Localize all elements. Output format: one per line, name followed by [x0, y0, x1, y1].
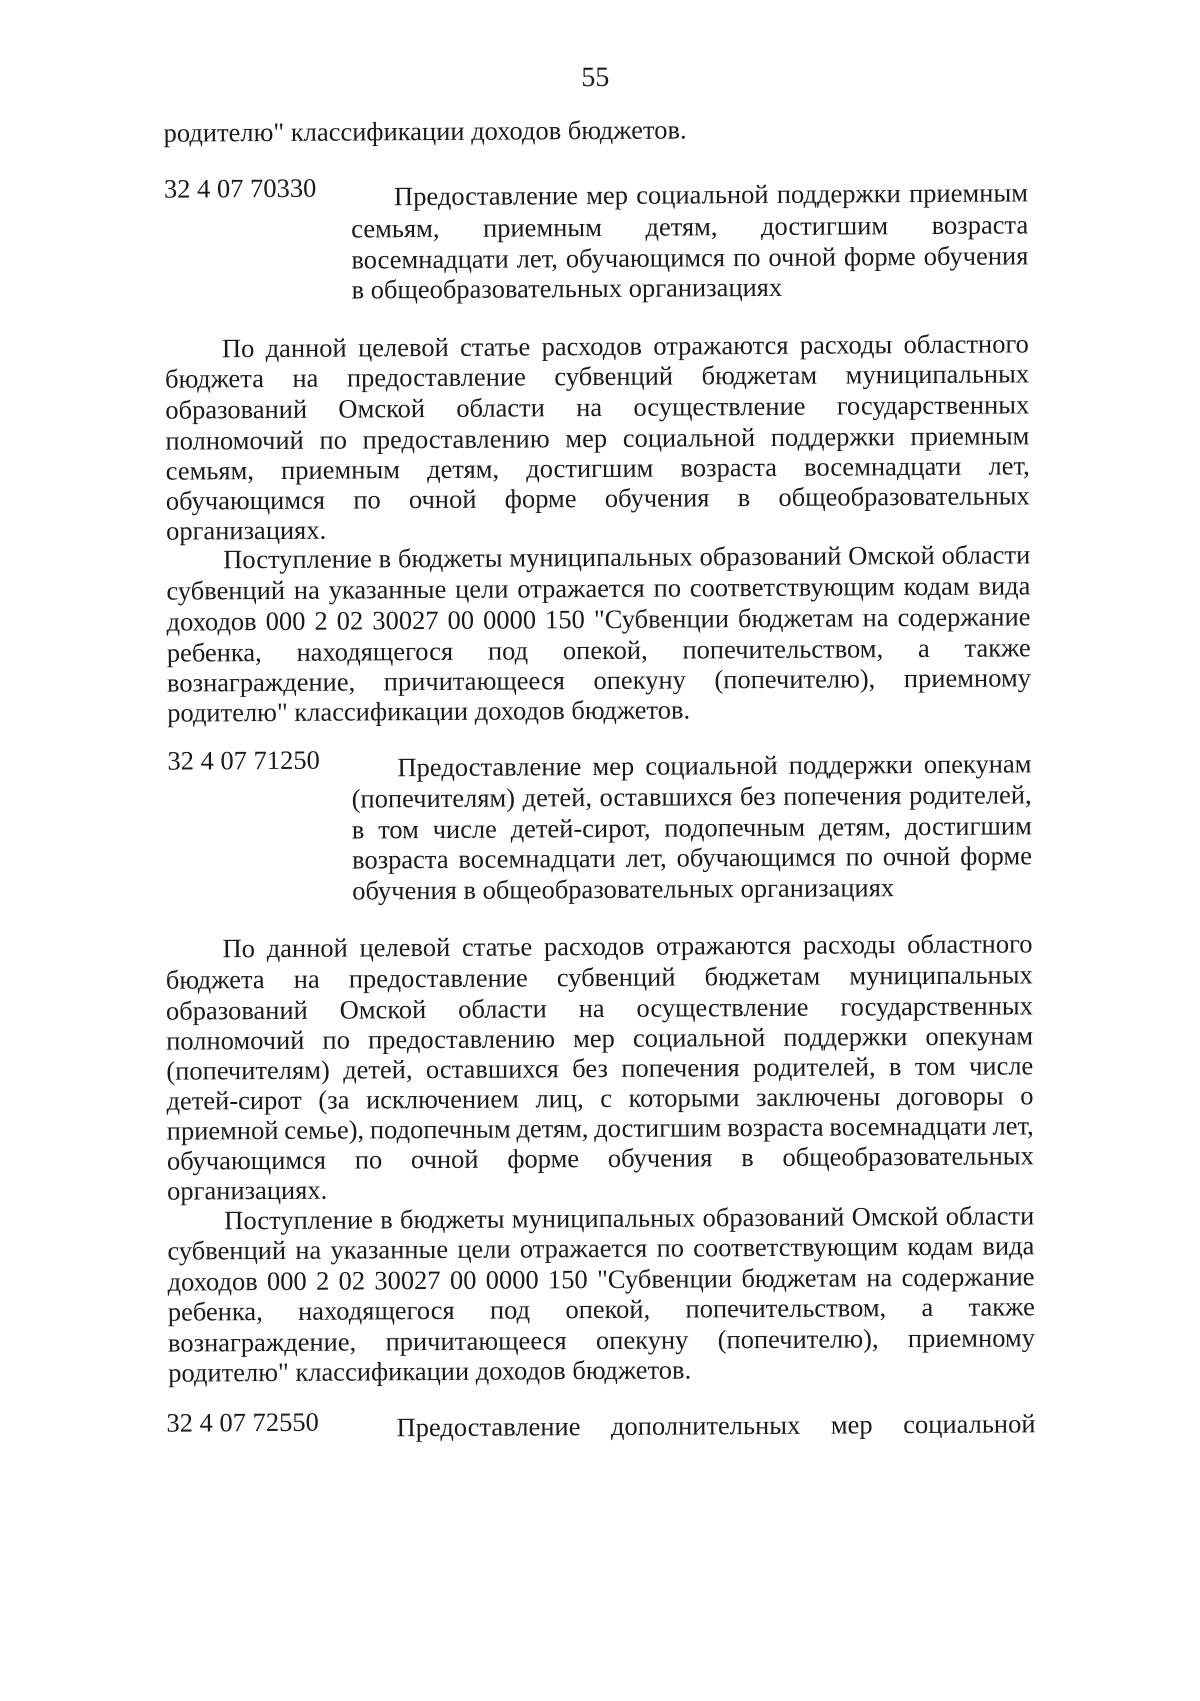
paragraph-line: родителю" классификации доходов бюджетов.: [168, 1354, 692, 1388]
word: на: [862, 602, 889, 633]
word: в: [737, 482, 751, 513]
word: (попечителю),: [717, 1323, 879, 1355]
word: отражается: [519, 1232, 648, 1264]
word: общеобразовательных: [782, 1140, 1034, 1172]
word: государственных: [840, 990, 1034, 1022]
word: том: [378, 814, 419, 845]
word: 30027: [372, 604, 439, 636]
entry-code: 32 4 07 71250: [167, 744, 320, 776]
word: Омской: [339, 994, 427, 1025]
entry-code: 32 4 07 70330: [163, 172, 317, 204]
word: семьям,: [165, 455, 255, 486]
word: бюджетам: [741, 1262, 858, 1294]
word: достигшим: [904, 810, 1032, 842]
word: доходов: [166, 606, 257, 637]
word: 0000: [482, 604, 537, 635]
word: муниципальных: [849, 959, 1033, 991]
entry-title-line: [396, 1407, 1035, 1443]
word: "Субвенции: [596, 1263, 733, 1295]
word: договоры: [896, 1080, 1004, 1112]
paragraph-line: [166, 479, 1030, 516]
word: социальной: [636, 178, 769, 210]
word: полномочий: [165, 424, 304, 456]
page-number: 55: [581, 61, 610, 94]
word: социальной: [632, 1021, 766, 1053]
word: социальной: [622, 422, 756, 453]
word: на: [292, 362, 319, 393]
word: возраста: [680, 451, 778, 483]
word: поддержки: [776, 178, 901, 209]
word: в: [380, 1204, 393, 1235]
entry-title-line: [394, 176, 1028, 212]
word: образований: [165, 994, 308, 1026]
word: приемным: [910, 420, 1030, 452]
word: целевой: [359, 931, 451, 963]
word: попечительством,: [682, 633, 884, 665]
word: причитающееся: [383, 665, 565, 697]
entry-title-line: обучения в общеобразовательных организациях: [352, 872, 895, 906]
word: очной: [768, 241, 837, 272]
word: (за: [318, 1084, 350, 1115]
word: образований: [165, 393, 308, 425]
word: оставшихся: [599, 781, 733, 813]
word: лет,: [992, 1110, 1034, 1141]
word: попечительством,: [685, 1292, 887, 1324]
entry-title-line: [352, 839, 1032, 875]
word: мер: [586, 179, 629, 211]
word: приемным: [482, 211, 603, 243]
word: детям,: [818, 811, 891, 842]
word: 150: [547, 1264, 588, 1295]
word: с: [600, 1082, 613, 1114]
word: детей-сирот: [166, 1084, 302, 1116]
word: по: [656, 1232, 685, 1263]
word: муниципальных: [845, 358, 1030, 390]
word: по: [845, 841, 874, 872]
word: на: [578, 992, 605, 1024]
word: Поступление: [223, 543, 372, 575]
word: причитающееся: [385, 1325, 567, 1357]
word: также: [968, 1291, 1035, 1322]
word: а: [921, 1291, 934, 1323]
word: по: [353, 484, 381, 515]
word: образований: [702, 1201, 845, 1233]
word: очной: [882, 840, 951, 872]
word: кодам: [903, 570, 970, 602]
word: достигшим: [526, 452, 654, 484]
word: том: [914, 1050, 956, 1082]
word: попечения: [783, 780, 902, 811]
word: семьям,: [351, 212, 440, 244]
word: очной: [408, 483, 477, 515]
word: лет,: [988, 450, 1030, 481]
word: Поступление: [224, 1204, 373, 1236]
word: указанные: [328, 573, 447, 605]
word: обучения: [604, 482, 710, 513]
word: в: [888, 1051, 902, 1082]
word: кодам: [907, 1230, 974, 1262]
word: 0000: [485, 1264, 539, 1295]
word: обучения: [607, 1142, 713, 1173]
word: 00: [447, 604, 475, 635]
word: по: [322, 1024, 351, 1055]
word: приемному: [907, 1322, 1036, 1354]
word: указанные: [330, 1233, 449, 1265]
word: приемному: [903, 662, 1032, 694]
word: соответствующим: [689, 571, 895, 603]
word: под: [487, 635, 529, 666]
word: ребенка,: [167, 1296, 263, 1327]
word: подопечным: [664, 811, 806, 843]
word: цели: [455, 573, 509, 604]
continuation-text: родителю" классификации доходов бюджетов.: [163, 114, 687, 148]
word: области: [458, 993, 547, 1024]
word: форме: [960, 840, 1033, 871]
paragraph-line: родителю" классификации доходов бюджетов.: [167, 694, 691, 728]
paragraph-line: организациях.: [165, 514, 327, 546]
word: находящегося: [296, 635, 454, 667]
word: под: [489, 1294, 531, 1325]
word: на: [866, 1262, 893, 1293]
word: осуществление: [633, 390, 806, 422]
word: обучающимся: [676, 841, 836, 873]
word: доходов: [167, 1266, 258, 1297]
word: возраста: [351, 843, 449, 875]
word: восемнадцати: [351, 243, 509, 275]
word: данной: [265, 332, 347, 364]
word: опекунам: [925, 1020, 1034, 1052]
word: вознаграждение,: [166, 666, 356, 698]
word: без: [739, 780, 776, 812]
word: находящегося: [297, 1294, 455, 1326]
word: муниципальных: [511, 1202, 696, 1234]
word: Предоставление: [397, 751, 582, 783]
word: Предоставление: [396, 1411, 581, 1443]
word: числе: [968, 1050, 1034, 1081]
word: (попечителям): [166, 1054, 330, 1086]
word: детям,: [645, 211, 718, 242]
word: о: [1020, 1080, 1034, 1111]
word: вознаграждение,: [167, 1326, 357, 1358]
word: обучающимся: [166, 1144, 327, 1176]
word: опекуну: [595, 1324, 689, 1356]
word: опекой,: [562, 634, 648, 666]
word: общеобразовательных: [778, 480, 1030, 512]
word: в: [378, 543, 392, 574]
word: отражаются: [655, 929, 792, 961]
word: лет,: [625, 842, 667, 873]
word: содержание: [901, 1261, 1035, 1293]
word: предоставлению: [367, 1023, 556, 1055]
word: мер: [830, 1409, 873, 1440]
word: бюджетам: [701, 359, 818, 391]
word: обучающимся: [165, 484, 326, 516]
word: возраста: [727, 1111, 824, 1143]
entry-code: 32 4 07 72550: [166, 1406, 319, 1438]
word: расходы: [802, 929, 896, 960]
word: субвенций: [554, 360, 674, 392]
word: достигшим: [594, 1112, 722, 1144]
word: 02: [338, 1265, 366, 1296]
word: Омской: [848, 539, 935, 571]
word: субвенций: [166, 574, 286, 606]
word: родителей,: [752, 1051, 876, 1083]
word: области: [456, 392, 545, 423]
word: полномочий: [166, 1024, 305, 1056]
word: 2: [314, 605, 328, 636]
word: 2: [315, 1265, 330, 1296]
paragraph-line: [167, 1139, 1034, 1176]
word: предоставление: [348, 962, 528, 994]
word: мер: [572, 1022, 615, 1054]
word: достигшим: [760, 210, 889, 242]
word: на: [293, 963, 320, 994]
word: на: [293, 574, 320, 605]
word: осуществление: [636, 991, 809, 1023]
word: бюджета: [165, 964, 265, 995]
word: цели: [457, 1233, 511, 1264]
word: без: [572, 1052, 608, 1084]
entry-title-line: в общеобразовательных организациях: [351, 271, 783, 305]
word: социальной: [903, 1408, 1036, 1440]
word: лет,: [516, 243, 558, 274]
word: исключением: [365, 1083, 519, 1115]
word: восемнадцати: [803, 450, 962, 482]
word: расходы: [799, 329, 893, 360]
word: области: [945, 1200, 1035, 1231]
word: содержание: [897, 601, 1031, 633]
word: областного: [903, 328, 1029, 360]
word: обучающимся: [565, 242, 726, 274]
word: детей,: [343, 1054, 413, 1085]
word: Омской: [851, 1200, 939, 1232]
word: бюджета: [165, 363, 265, 394]
word: расходов: [543, 930, 645, 962]
word: бюджеты: [397, 542, 503, 574]
word: предоставление: [346, 361, 526, 393]
word: данной: [266, 932, 348, 964]
word: расходов: [541, 330, 643, 362]
word: семье),: [284, 1114, 365, 1145]
word: 02: [336, 605, 364, 636]
word: 000: [266, 1265, 307, 1297]
word: возраста: [931, 209, 1029, 240]
word: ребенка,: [166, 637, 262, 668]
word: поддержки: [788, 749, 913, 780]
word: детям,: [516, 1113, 589, 1144]
word: 30027: [374, 1264, 441, 1296]
word: образований: [699, 540, 842, 572]
word: по: [732, 242, 761, 273]
word: (попечителям): [351, 782, 516, 814]
word: (попечителю),: [714, 663, 876, 695]
word: которыми: [628, 1082, 740, 1113]
word: в: [741, 1142, 754, 1173]
word: опекой,: [565, 1293, 651, 1325]
entry-title-line: [397, 747, 1031, 783]
word: социальной: [645, 749, 778, 781]
word: по: [319, 424, 347, 455]
word: лиц,: [535, 1083, 584, 1114]
word: на: [295, 1234, 322, 1265]
word: заключены: [755, 1081, 881, 1113]
word: соответствующим: [693, 1231, 899, 1263]
word: попечения: [621, 1052, 740, 1083]
word: области: [941, 539, 1031, 570]
word: предоставлению: [362, 423, 550, 455]
word: 000: [265, 605, 306, 637]
word: поддержки: [770, 421, 895, 452]
word: восемнадцати: [458, 842, 616, 874]
word: приемным: [908, 177, 1029, 209]
word: Омской: [338, 393, 426, 424]
word: статье: [459, 331, 531, 362]
word: муниципальных: [509, 541, 693, 573]
word: отражаются: [653, 329, 789, 361]
word: по: [354, 1144, 383, 1175]
word: форме: [507, 1143, 580, 1174]
word: статье: [461, 931, 533, 962]
word: 150: [545, 604, 585, 635]
word: форме: [843, 241, 916, 272]
word: дополнительных: [610, 1409, 801, 1441]
word: опекунам: [923, 748, 1032, 780]
word: "Субвенции: [593, 603, 730, 635]
word: приемным: [280, 454, 401, 485]
word: оставшихся: [425, 1053, 559, 1085]
word: родителей,: [908, 779, 1032, 811]
word: опекуну: [593, 664, 686, 696]
word: бюджеты: [399, 1203, 505, 1235]
word: по: [653, 572, 682, 603]
word: очной: [410, 1143, 479, 1175]
word: субвенций: [556, 961, 676, 993]
word: По: [221, 333, 255, 364]
entry-title-line: [351, 239, 1028, 275]
word: мер: [565, 422, 608, 454]
word: поддержки: [783, 1021, 908, 1052]
word: детям,: [426, 453, 500, 485]
word: форме: [504, 483, 577, 514]
word: Предоставление: [393, 180, 578, 212]
word: детей-сирот,: [510, 812, 651, 844]
word: вида: [978, 570, 1031, 601]
word: мер: [592, 750, 635, 782]
word: отражается: [517, 572, 645, 604]
word: субвенций: [167, 1234, 287, 1266]
word: По: [222, 933, 256, 964]
word: числе: [432, 813, 497, 845]
word: а: [917, 632, 930, 664]
word: 00: [449, 1264, 477, 1295]
word: вида: [982, 1230, 1035, 1261]
word: детей,: [522, 782, 593, 813]
word: бюджетам: [737, 602, 854, 634]
word: приемной: [166, 1114, 279, 1146]
word: восемнадцати: [829, 1110, 987, 1142]
word: на: [576, 391, 603, 423]
word: целевой: [357, 331, 449, 363]
word: обучения: [923, 240, 1029, 272]
word: в: [351, 814, 365, 845]
word: подопечным: [369, 1113, 511, 1145]
word: бюджетам: [704, 960, 821, 992]
word: государственных: [836, 389, 1030, 421]
paragraph-line: организациях.: [166, 1174, 328, 1206]
word: областного: [907, 928, 1033, 960]
word: также: [964, 632, 1031, 663]
